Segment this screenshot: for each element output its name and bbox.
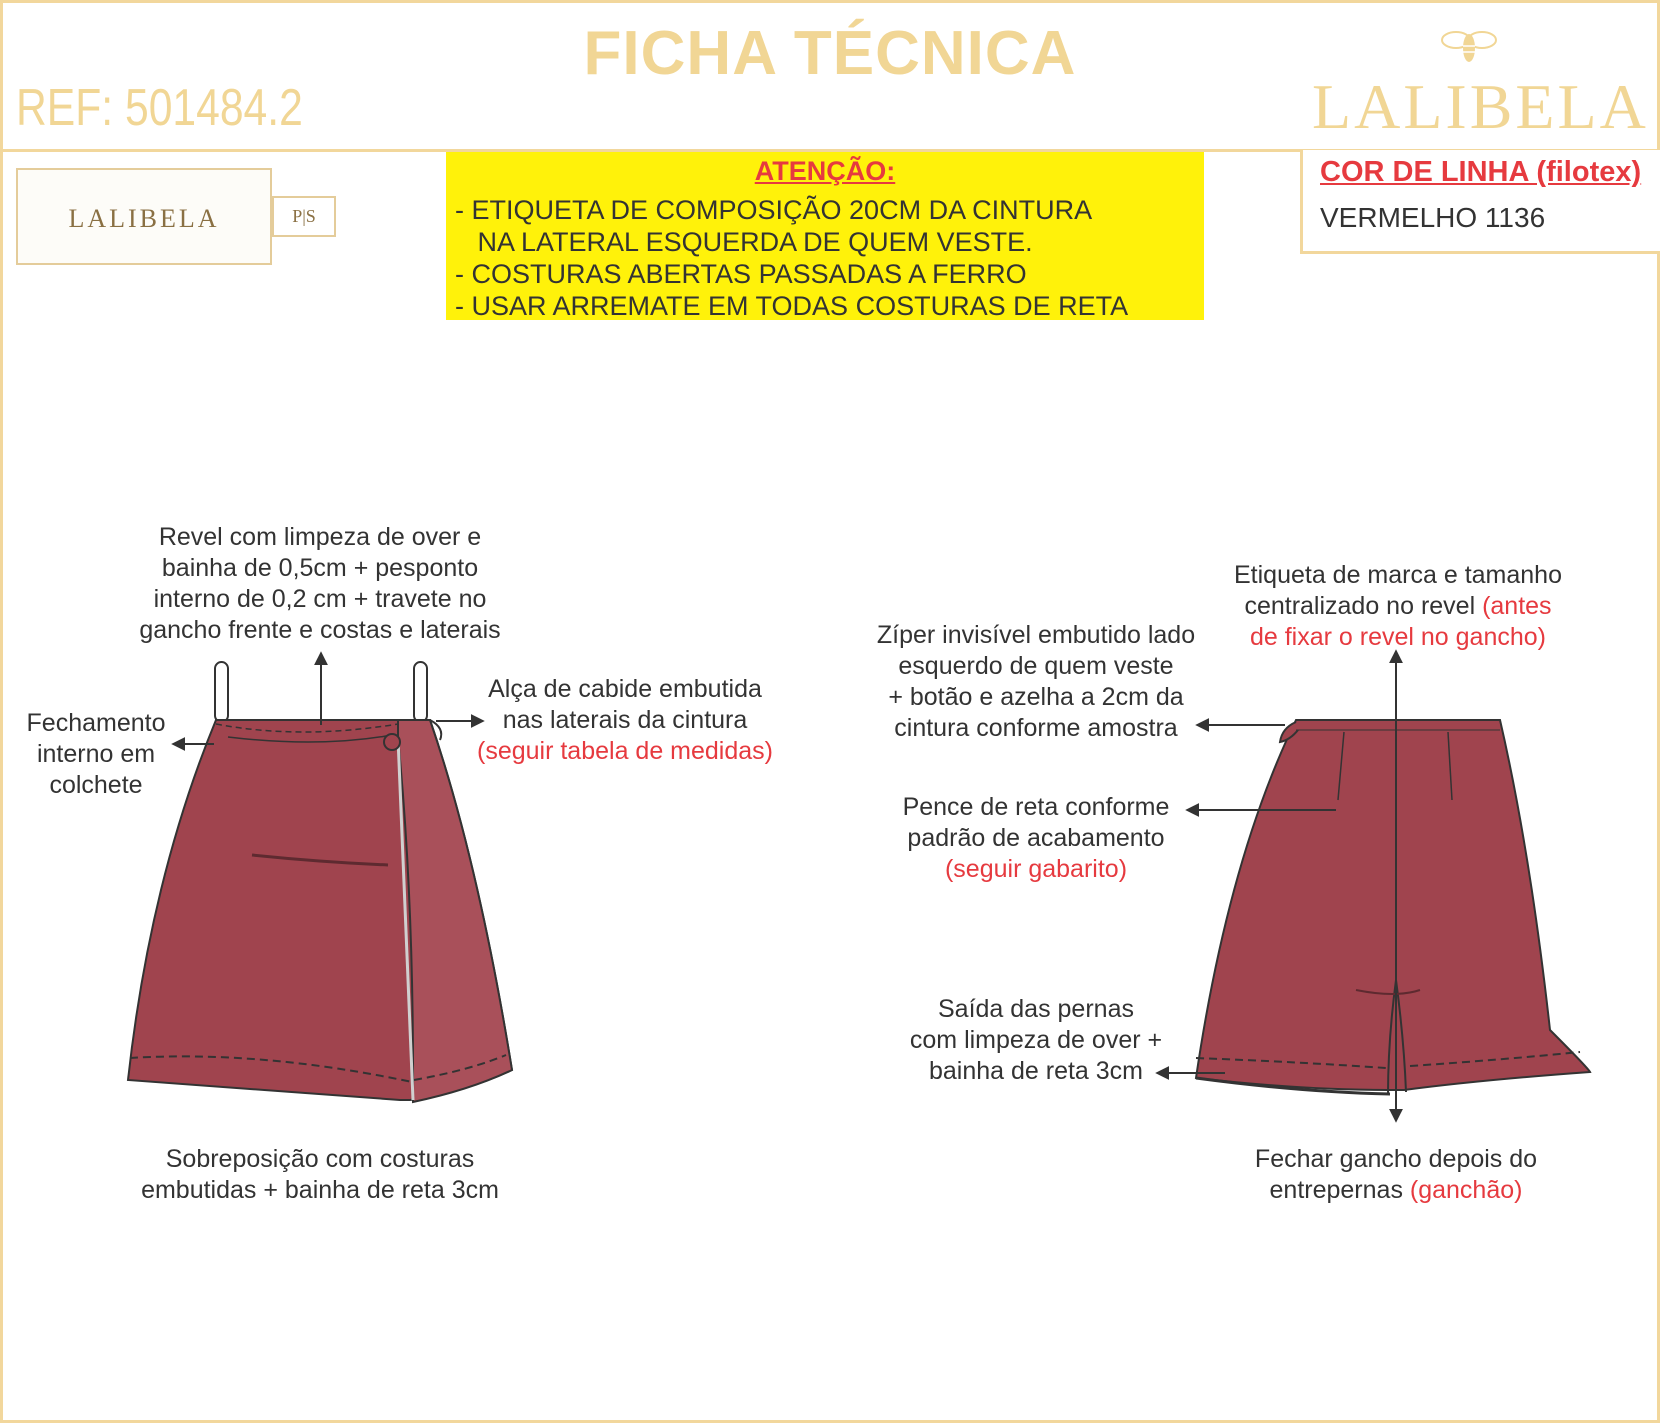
attention-line: - ETIQUETA DE COMPOSIÇÃO 20CM DA CINTURA bbox=[455, 195, 1093, 225]
back-skort-sketch bbox=[1196, 720, 1590, 1095]
note-fechar-gancho: Fechar gancho depois do entrepernas (ganchão) bbox=[1254, 1145, 1538, 1204]
attention-line: - COSTURAS ABERTAS PASSADAS A FERRO bbox=[455, 259, 1027, 289]
note-ziper: Zíper invisível embutido lado esquerdo de quem veste + botão e azelha a 2cm da cintura conforme amostra bbox=[876, 621, 1196, 742]
attention-heading: ATENÇÃO: bbox=[754, 156, 896, 186]
attention-line: NA LATERAL ESQUERDA DE QUEM VESTE. bbox=[455, 227, 1033, 257]
note-pence: Pence de reta conforme padrão de acabamento (seguir gabarito) bbox=[902, 793, 1170, 883]
thread-color-value: VERMELHO 1136 bbox=[1320, 202, 1546, 233]
attention-line: - USAR ARREMATE EM TODAS COSTURAS DE RETA bbox=[455, 291, 1129, 321]
note-saida: Saída das pernas com limpeza de over + bainha de reta 3cm bbox=[909, 995, 1163, 1085]
note-fechamento: Fechamento interno em colchete bbox=[26, 709, 166, 799]
size-tag: P|S bbox=[272, 196, 336, 237]
reference-code: REF: 501484.2 bbox=[16, 79, 303, 137]
note-etiqueta: Etiqueta de marca e tamanho centralizado no revel (antes de fixar o revel no gancho) bbox=[1234, 561, 1562, 651]
brand-name: LALIBELA bbox=[1312, 71, 1649, 142]
page-title: FICHA TÉCNICA bbox=[583, 19, 1077, 88]
note-sobreposicao: Sobreposição com costuras embutidas + bainha de reta 3cm bbox=[141, 1145, 499, 1204]
note-revel: Revel com limpeza de over e bainha de 0,5cm + pesponto interno de 0,2 cm + travete no gancho frente e costas e laterais bbox=[139, 523, 501, 644]
note-alca: Alça de cabide embutida nas laterais da cintura (seguir tabela de medidas) bbox=[477, 675, 773, 765]
thread-color-heading: COR DE LINHA (filotex) bbox=[1320, 156, 1642, 188]
brand-label-text: LALIBELA bbox=[68, 204, 220, 233]
